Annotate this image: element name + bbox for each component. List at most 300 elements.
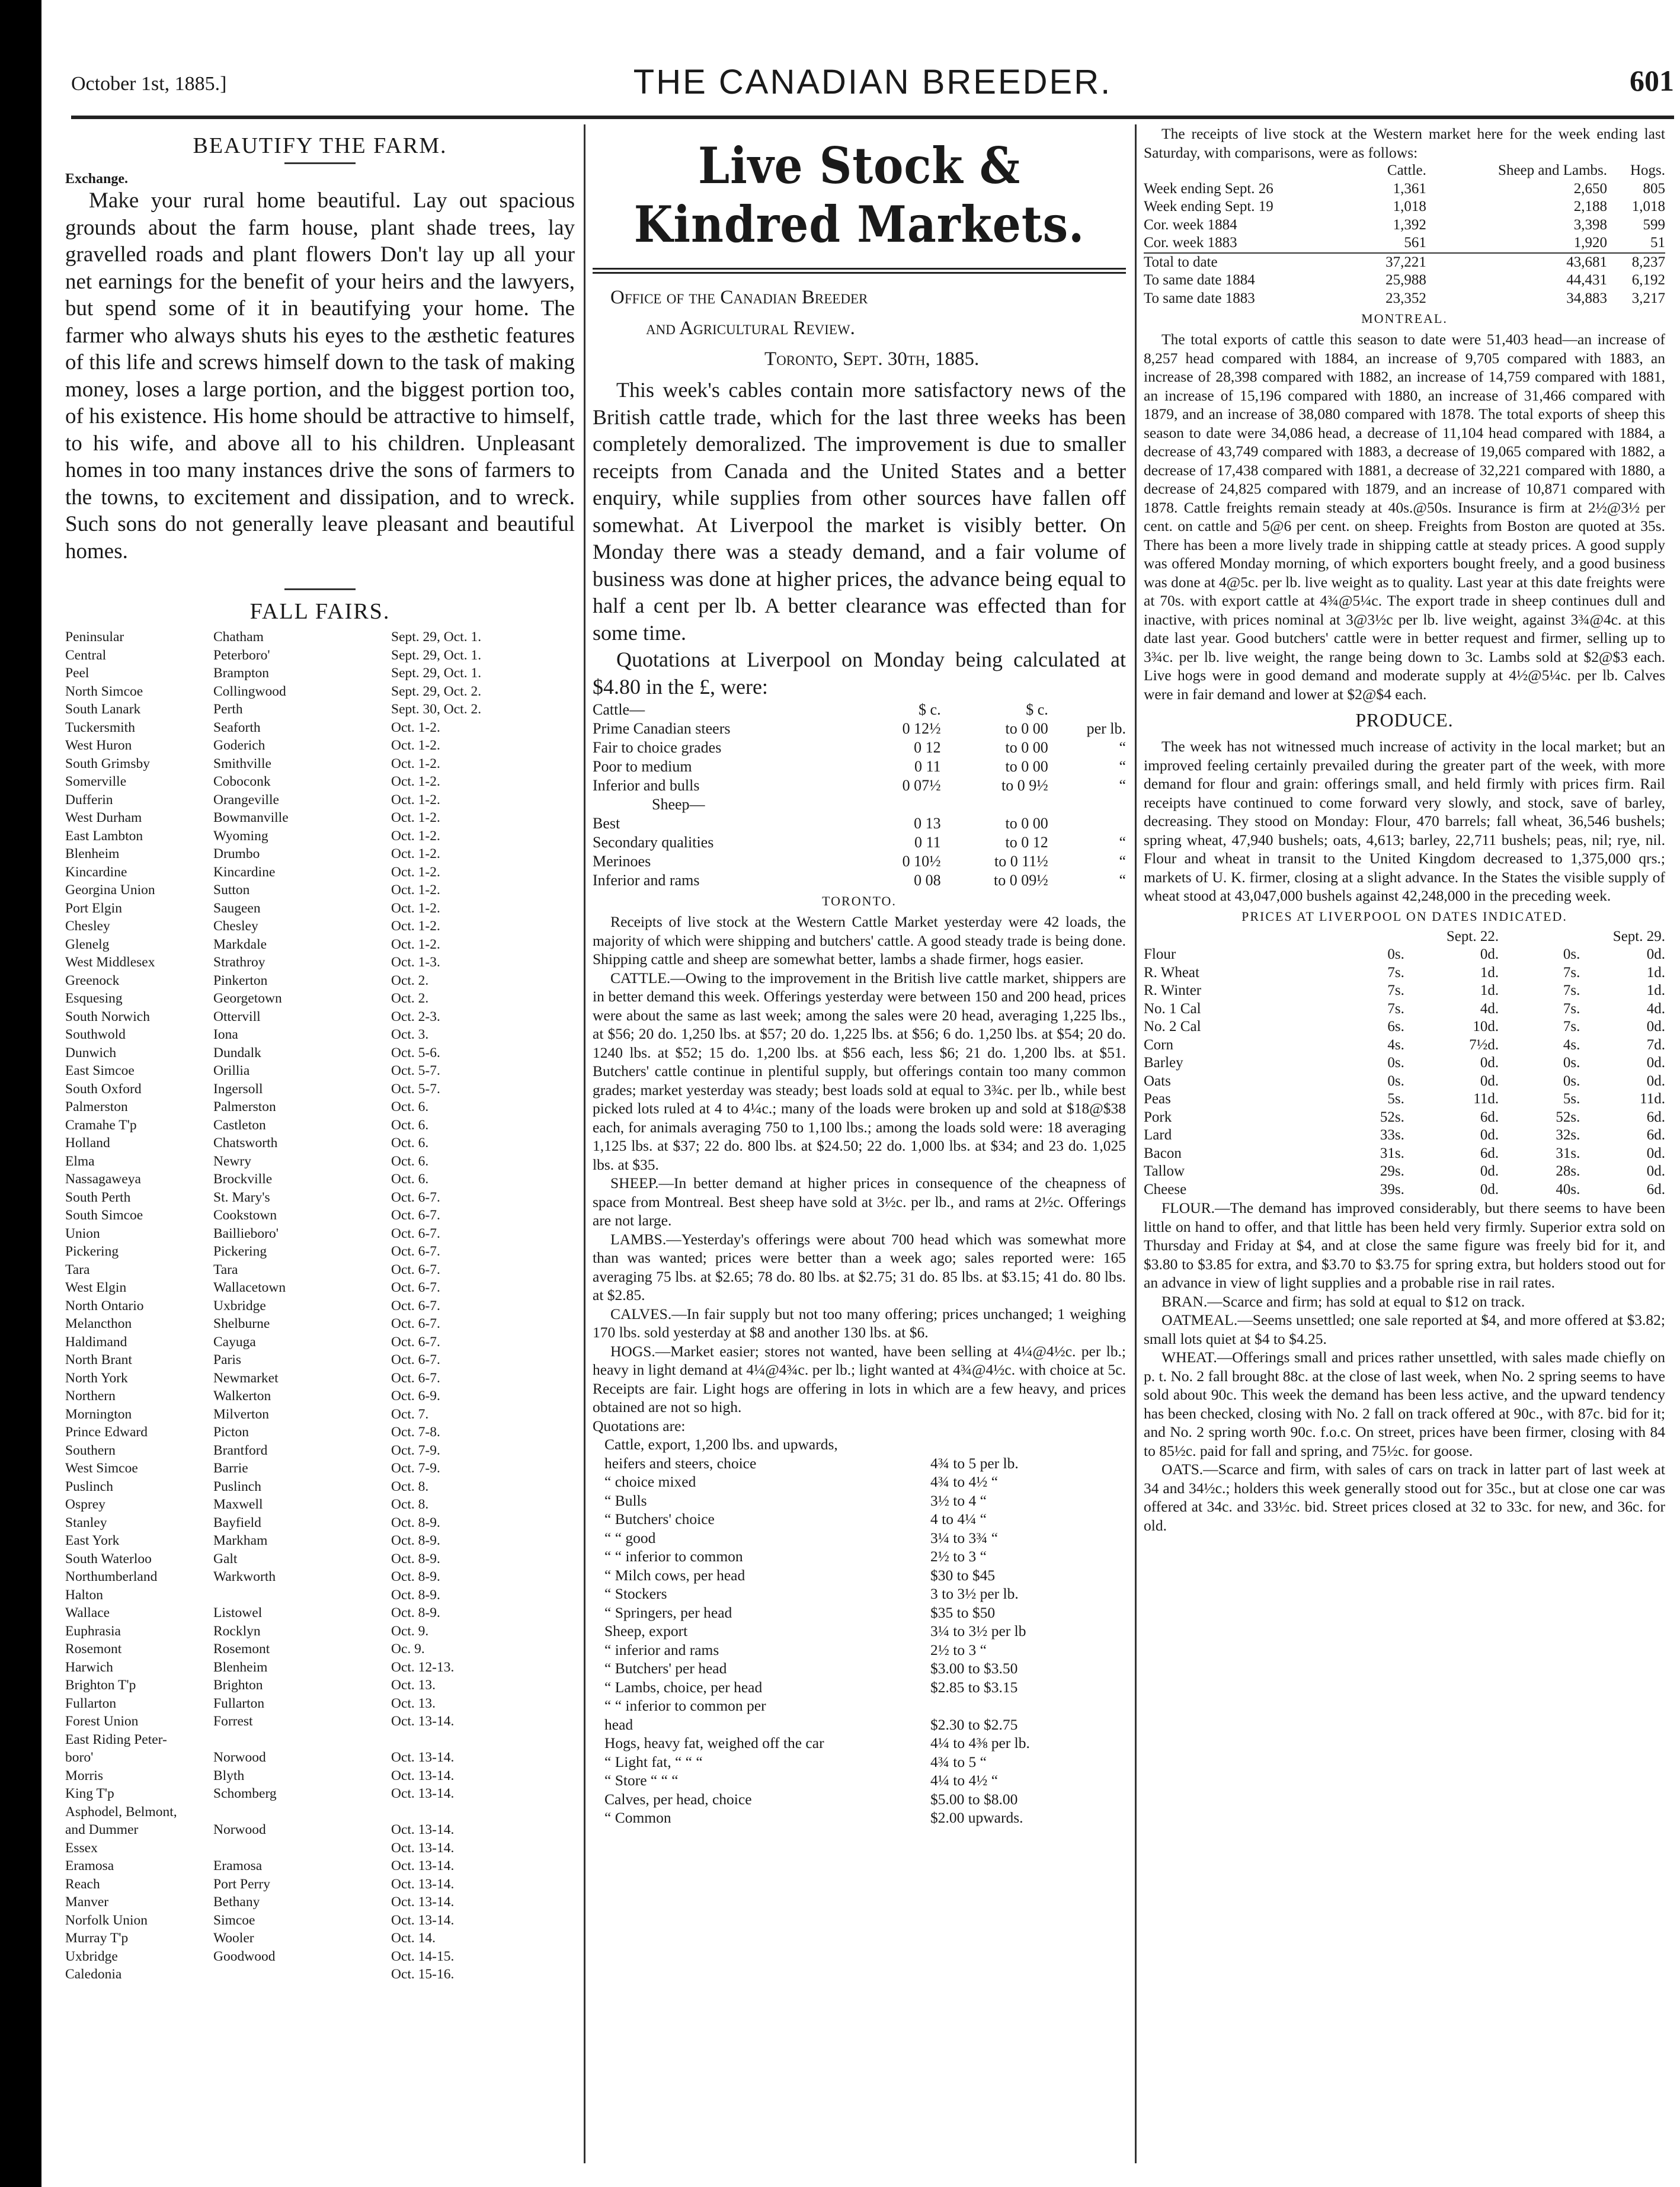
column-right [1144, 124, 1665, 2169]
quotation-price: 4¼ to 4⅜ per lb. [930, 1734, 1030, 1751]
fair-place: Walkerton [213, 1388, 271, 1404]
fair-row [65, 1189, 575, 1207]
fair-place: Smithville [213, 755, 271, 771]
toronto-report [593, 912, 1126, 1417]
fair-row [65, 1152, 575, 1171]
fair-society: Osprey [65, 1497, 105, 1512]
receipt-total-cell: 6,192 [1631, 272, 1665, 288]
fair-dates: Oct. 1-2. [391, 936, 440, 952]
quotation-item: Cattle, export, 1,200 lbs. and upwards, [604, 1436, 838, 1453]
fair-row [65, 1749, 575, 1767]
quote-head-blank [1048, 700, 1126, 719]
fair-row [65, 1405, 575, 1424]
fair-row [65, 1459, 575, 1478]
fair-row [65, 1243, 575, 1261]
fair-dates: Oct. 1-3. [391, 955, 440, 970]
fair-dates: Oct. 1-2. [391, 900, 440, 916]
fair-society: Dunwich [65, 1045, 117, 1061]
fair-place: Goodwood [213, 1948, 276, 1964]
fair-row [65, 1134, 575, 1152]
price-cell: 4s. [1563, 1036, 1580, 1053]
price-cell: Tallow [1144, 1163, 1185, 1179]
price-cell: 52s. [1380, 1109, 1404, 1125]
quotation-item: “ “ inferior to common [604, 1548, 743, 1565]
fair-dates: Oct. 13-14. [391, 1840, 455, 1856]
quotation-row [593, 1472, 1126, 1491]
date-col-1: Sept. 22. [1446, 928, 1499, 944]
price-cell: 39s. [1380, 1181, 1404, 1197]
receipt-cell: Cor. week 1884 [1144, 216, 1237, 233]
col-hogs: Hogs. [1630, 162, 1665, 178]
price-cell: 29s. [1380, 1163, 1404, 1179]
quotation-item: “ Bulls [604, 1491, 647, 1509]
fair-row [65, 1911, 575, 1930]
fair-row [65, 1170, 575, 1189]
price-cell: 0s. [1563, 1072, 1580, 1089]
quote-row [593, 833, 1126, 852]
price-cell: 0d. [1646, 1019, 1665, 1035]
quotation-row [593, 1547, 1126, 1566]
receipt-cell: 3,398 [1573, 216, 1608, 233]
fair-dates: Oct. 6-7. [391, 1189, 440, 1205]
fair-dates: Oct. 13. [391, 1695, 436, 1711]
fair-row [65, 990, 575, 1008]
column-rule [584, 124, 585, 2163]
fair-society: South Waterloo [65, 1551, 152, 1567]
price-cell: 6s. [1387, 1019, 1404, 1035]
fair-row [65, 1785, 575, 1803]
receipt-cell: 2,650 [1573, 180, 1608, 197]
receipt-row [1144, 216, 1665, 235]
fair-society: Fullarton [65, 1695, 117, 1711]
quote-cell: “ [1119, 739, 1126, 756]
fair-dates: Oct. 8-9. [391, 1533, 440, 1548]
fair-row [65, 1008, 575, 1026]
fair-dates: Oct. 6-7. [391, 1208, 440, 1223]
receipt-total-row [1144, 253, 1665, 272]
fair-place: Fullarton [213, 1695, 265, 1711]
price-row [1144, 1072, 1665, 1091]
quotation-price: $3.00 to $3.50 [930, 1660, 1018, 1677]
price-cell: 6d. [1646, 1109, 1665, 1125]
quotation-price: $2.30 to $2.75 [930, 1715, 1018, 1733]
price-row [1144, 1126, 1665, 1145]
col-cattle: Cattle. [1387, 162, 1426, 178]
quote-row [593, 719, 1126, 738]
fair-place: Barrie [213, 1461, 248, 1476]
receipt-cell: Week ending Sept. 26 [1144, 180, 1273, 197]
quote-cell: “ [1119, 758, 1126, 775]
fair-row [65, 1821, 575, 1839]
fair-dates: Oct. 1-2. [391, 719, 440, 735]
fair-row [65, 1261, 575, 1279]
fall-fairs-list [65, 628, 575, 1984]
quotation-price: 3 to 3½ per lb. [930, 1585, 1019, 1602]
quotation-row [593, 1454, 1126, 1473]
fair-dates: Oct. 8. [391, 1497, 429, 1512]
price-cell: 11d. [1640, 1091, 1665, 1107]
quote-cell: 0 12½ [902, 720, 941, 737]
fair-row [65, 1098, 575, 1116]
price-cell: Cheese [1144, 1181, 1187, 1197]
fair-row [65, 1586, 575, 1605]
fair-place: Strathroy [213, 955, 265, 970]
fair-place: Pickering [213, 1244, 267, 1259]
fair-dates: Oct. 1-2. [391, 755, 440, 771]
fair-dates: Oct. 13-14. [391, 1858, 455, 1874]
fair-row [65, 683, 575, 701]
quote-head: $ c. [919, 701, 941, 718]
fair-row [65, 1369, 575, 1388]
fair-society: Essex [65, 1840, 98, 1856]
fair-place: Chesley [213, 918, 258, 934]
fair-dates: Oct. 2. [391, 972, 429, 988]
fair-row [65, 646, 575, 665]
fair-row [65, 972, 575, 990]
fair-row [65, 899, 575, 918]
fair-society: Union [65, 1225, 100, 1241]
fair-society: East Riding Peter- [65, 1731, 167, 1747]
price-row [1144, 1163, 1665, 1181]
fair-dates: Oct. 15-16. [391, 1967, 455, 1982]
fair-row [65, 863, 575, 882]
fair-place: Ottervill [213, 1008, 261, 1024]
price-cell: 0s. [1387, 1072, 1404, 1089]
price-cell: 7s. [1563, 1000, 1580, 1017]
fair-place: Collingwood [213, 683, 286, 699]
fair-place: Rocklyn [213, 1623, 261, 1639]
receipt-cell: 599 [1643, 216, 1665, 233]
fair-society: South Grimsby [65, 755, 150, 771]
toronto-paragraph: LAMBS.—Yesterday's offerings were about 700 head which was somewhat more than was wanted; prices were better than a week ago; sales reported were: 165 averaging 75 lbs. at $2.65; 78 do. 80 lbs. at $2.75; 31 do. 85 lbs. at $3.15; 41 do. 80 lbs. at $2.85. [593, 1230, 1126, 1304]
fair-society: West Elgin [65, 1280, 127, 1295]
produce-paragraph: WHEAT.—Offerings small and prices rather unsettled, with sales made chiefly on p. t. No. 2 fall brought 88c. at the close of last week, when No. 2 spring seems to have sold about 90c. This week the demand has been less active, and the upward tendency has been checked, closing with No. 2 fall on track offered at 90c., with 87c. bid for it; and No. 2 spring worth 90c. f.o.c. On street, prices have been firmer, closing with 84 to 85½c. paid for fall and spring, and 75½c. for goose. [1144, 1349, 1665, 1459]
markets-title: Live Stock & Kindred Markets. [633, 136, 1085, 254]
fair-place: Coboconk [213, 774, 271, 789]
receipt-total-cell: 25,988 [1385, 272, 1426, 288]
fair-dates: Oct. 14. [391, 1930, 436, 1946]
fair-row [65, 1803, 575, 1821]
fair-society: Melancthon [65, 1316, 132, 1331]
fair-place: Brighton [213, 1677, 263, 1693]
quotation-price: $2.85 to $3.15 [930, 1678, 1018, 1696]
fair-place: Wooler [213, 1930, 254, 1946]
fair-society: Reach [65, 1876, 100, 1892]
fair-row [65, 664, 575, 683]
receipt-cell: 1,018 [1631, 198, 1665, 214]
fair-dates: Oct. 1-2. [391, 882, 440, 898]
fair-dates: Oct. 13-14. [391, 1750, 455, 1765]
receipt-cell: Week ending Sept. 19 [1144, 198, 1273, 214]
receipt-total-cell: 23,352 [1385, 290, 1426, 306]
fair-society: South Oxford [65, 1081, 142, 1097]
fair-place: Rosemont [213, 1641, 270, 1657]
quotation-price: 3¼ to 3¾ “ [930, 1529, 999, 1546]
fair-dates: Oct. 1-2. [391, 810, 440, 825]
quotation-row [593, 1491, 1126, 1510]
price-cell: 6d. [1480, 1109, 1499, 1125]
receipt-cell: 1,392 [1393, 216, 1426, 233]
header-rule [71, 116, 1674, 119]
fair-row [65, 1839, 575, 1858]
toronto-paragraph: CALVES.—In fair supply but not too many offering; prices unchanged; 1 weighing 170 lbs. sold yesterday at $8 and another 130 lbs. at $6. [593, 1305, 1126, 1341]
fair-society: West Simcoe [65, 1461, 138, 1476]
fall-fairs-title: FALL FAIRS. [249, 599, 391, 624]
fair-society: West Middlesex [65, 955, 155, 970]
fair-row [65, 1333, 575, 1352]
receipt-cell: 1,018 [1393, 198, 1426, 214]
quotation-price: 3½ to 4 “ [930, 1491, 987, 1509]
quote-cell: “ [1119, 872, 1126, 889]
fair-dates: Oct. 6. [391, 1153, 429, 1169]
fair-row [65, 1568, 575, 1586]
fair-dates: Oct. 7-9. [391, 1442, 440, 1458]
quotation-row [593, 1641, 1126, 1660]
fair-society: Tuckersmith [65, 719, 135, 735]
quotation-price: 4¾ to 4½ “ [930, 1473, 999, 1490]
page-header [71, 56, 1674, 110]
fair-society: South Norwich [65, 1008, 150, 1024]
fair-dates: Oct. 13-14. [391, 1912, 455, 1928]
quotation-row [593, 1790, 1126, 1809]
quotation-price: 3¼ to 3½ per lb [930, 1622, 1026, 1640]
fair-dates: Oct. 8-9. [391, 1605, 440, 1621]
receipt-total-row [1144, 271, 1665, 290]
fair-dates: Oct. 6-7. [391, 1316, 440, 1331]
quote-row [593, 738, 1126, 757]
price-cell: 7s. [1387, 982, 1404, 998]
fair-row [65, 1026, 575, 1044]
quotation-row [593, 1566, 1126, 1585]
quotation-price: $5.00 to $8.00 [930, 1790, 1018, 1808]
fair-place: Ingersoll [213, 1081, 263, 1097]
fair-row [65, 1206, 575, 1225]
fair-society: Uxbridge [65, 1948, 118, 1964]
receipts-intro: The receipts of live stock at the Western market here for the week ending last Saturday, with comparisons, were as follows: [1144, 125, 1665, 161]
fair-society: Southern [65, 1442, 116, 1458]
price-cell: 7s. [1387, 1000, 1404, 1017]
fair-dates: Oct. 6. [391, 1099, 429, 1115]
fair-dates: Oct. 6. [391, 1171, 429, 1187]
fair-place: Brockville [213, 1171, 273, 1187]
price-cell: 7s. [1563, 982, 1580, 998]
price-cell: 31s. [1556, 1145, 1580, 1161]
liverpool-prices-table [1144, 928, 1665, 1199]
price-cell: 0d. [1480, 1181, 1499, 1197]
price-row [1144, 1181, 1665, 1199]
fair-society: Tara [65, 1261, 90, 1277]
fair-place: Orangeville [213, 792, 279, 808]
quotation-row [593, 1808, 1126, 1827]
quote-cell: 0 13 [914, 815, 941, 832]
quotation-row [593, 1696, 1126, 1715]
fair-row [65, 1875, 575, 1894]
produce-paragraph: OATMEAL.—Seems unsettled; one sale reported at $4, and more offered at $3.82; small lots quiet at $4 to $4.25. [1144, 1311, 1665, 1347]
liverpool-quotes-table [593, 700, 1126, 890]
fair-place: Markdale [213, 936, 267, 952]
quote-cell: Secondary qualities [593, 834, 714, 851]
fair-dates: Oct. 1-2. [391, 738, 440, 753]
quote-head: Cattle— [593, 701, 645, 718]
fair-row [65, 1676, 575, 1695]
quotation-item: “ choice mixed [604, 1473, 696, 1490]
fair-place: Perth [213, 702, 243, 717]
fair-row [65, 1622, 575, 1641]
fair-row [65, 773, 575, 791]
quote-cell: Inferior and rams [593, 872, 700, 889]
fair-dates: Sept. 29, Oct. 1. [391, 647, 482, 663]
fair-dates: Oct. 5-7. [391, 1081, 440, 1097]
fair-society: boro' [65, 1750, 94, 1765]
fair-society: Prince Edward [65, 1424, 148, 1440]
produce-heading: PRODUCE. [1355, 709, 1454, 731]
price-row [1144, 964, 1665, 982]
price-row [1144, 1109, 1665, 1127]
fair-place: Georgetown [213, 991, 282, 1006]
price-cell: 0d. [1480, 1127, 1499, 1143]
toronto-paragraph: CATTLE.—Owing to the improvement in the British live cattle market, shippers are in better demand this week. Offerings yesterday were between 150 and 200 head, prices were about the same as last week; among the sales were 20 head, averaging 1,225 lbs., at $56; 20 do. 1,250 lbs. at $57; 20 do. 1,225 lbs. at $56; 6 do. 1,250 lbs. at $54; 20 do. 1240 lbs. at $52; 15 do. 1,200 lbs. at $56 each, less $6; 21 do. 1,200 lbs. at $51. Butchers' cattle continue in plentiful supply, but offerings contain too many common grades; market yesterday was steady; best loads sold at equal to 3¾c. per lb., while best picked lots ruled at 4 to 4¼c.; many of the loads were broken up and sold at $18@$38 each, for animals averaging 750 to 1,100 lbs.; among the loads sold were: 18 averaging 1,125 lbs. at $37; 22 do. 800 lbs. at $24.50; 22 do. 1,000 lbs. at $34; and 23 do. 1,025 lbs. at $35. [593, 969, 1126, 1173]
quotation-price [930, 1435, 1126, 1454]
quote-cell: to 0 09½ [994, 872, 1048, 889]
toronto-paragraph: SHEEP.—In better demand at higher prices in consequence of the cheapness of space from Montreal. Best sheep have sold at 3½c. per lb., and rams at 2½c. Offerings are not large. [593, 1174, 1126, 1229]
fair-row [65, 719, 575, 737]
fair-row [65, 1351, 575, 1369]
fair-place: Uxbridge [213, 1298, 266, 1314]
fair-dates: Oct. 6-7. [391, 1334, 440, 1350]
quote-cell: “ [1119, 853, 1126, 870]
price-cell: Flour [1144, 946, 1176, 962]
double-rule [593, 268, 1126, 274]
price-row [1144, 946, 1665, 964]
fair-dates: Oct. 14-15. [391, 1948, 455, 1964]
quote-cell: Fair to choice grades [593, 739, 722, 756]
quotation-price [930, 1696, 1126, 1715]
quote-cell: to 0 00 [1005, 739, 1048, 756]
quotation-row [593, 1603, 1126, 1622]
fair-place: Port Perry [213, 1876, 270, 1892]
fair-society: North York [65, 1370, 128, 1386]
fair-society: South Lanark [65, 702, 141, 717]
price-row [1144, 1036, 1665, 1055]
fair-society: Glenelg [65, 936, 110, 952]
fair-society: East Lambton [65, 828, 143, 844]
fair-row [65, 1550, 575, 1568]
receipt-total-cell: 43,681 [1426, 253, 1607, 272]
price-cell: 0d. [1480, 946, 1499, 962]
fair-row [65, 881, 575, 899]
fair-dates: Oct. 13-14. [391, 1714, 455, 1729]
quote-cell: 0 10½ [902, 853, 941, 870]
fair-place: Orillia [213, 1063, 250, 1078]
fair-society: Esquesing [65, 991, 123, 1006]
receipt-cell: 805 [1643, 180, 1665, 197]
price-cell: 1d. [1480, 982, 1499, 998]
price-cell: 7d. [1646, 1036, 1665, 1053]
fair-society: South Simcoe [65, 1208, 143, 1223]
fair-society: Port Elgin [65, 900, 122, 916]
quote-row [593, 776, 1126, 795]
price-cell: 6d. [1646, 1127, 1665, 1143]
fair-society: Georgina Union [65, 882, 155, 898]
quotation-price: 4 to 4¼ “ [930, 1510, 987, 1528]
price-cell: 0d. [1646, 946, 1665, 962]
quote-cell: 0 08 [914, 872, 941, 889]
price-cell: 11d. [1473, 1091, 1499, 1107]
fair-place: Tara [213, 1261, 238, 1277]
quotation-item: heifers and steers, choice [604, 1454, 757, 1472]
fair-row [65, 791, 575, 809]
fair-row [65, 1767, 575, 1785]
fair-place: Saugeen [213, 900, 261, 916]
quotation-row [593, 1529, 1126, 1548]
fair-row [65, 845, 575, 863]
fair-place: Chatham [213, 629, 264, 645]
quotation-price: $2.00 upwards. [930, 1809, 1023, 1826]
sheep-head: Sheep— [652, 796, 705, 813]
fair-row [65, 1948, 575, 1966]
quote-cell: 0 07½ [902, 777, 941, 794]
page-number: 601 [1630, 64, 1674, 97]
quotation-item: “ Butchers' per head [604, 1660, 727, 1677]
fair-dates: Sept. 29, Oct. 2. [391, 683, 482, 699]
quote-cell: to 0 00 [1005, 720, 1048, 737]
price-cell: 0s. [1387, 946, 1404, 962]
fair-society: Puslinch [65, 1478, 113, 1494]
fair-dates: Oct. 7. [391, 1406, 429, 1422]
fair-dates: Oct. 13-14. [391, 1876, 455, 1892]
fair-dates: Oct. 3. [391, 1027, 429, 1042]
fair-society: West Durham [65, 810, 142, 825]
fair-place: Simcoe [213, 1912, 255, 1928]
fair-dates: Oct. 1-2. [391, 864, 440, 880]
fair-place: St. Mary's [213, 1189, 270, 1205]
receipt-cell: 51 [1650, 235, 1665, 251]
quote-row [593, 852, 1126, 871]
quote-cell: 0 11 [914, 758, 941, 775]
prices-heading: PRICES AT LIVERPOOL ON DATES INDICATED. [1241, 908, 1567, 924]
price-cell: 4d. [1646, 1000, 1665, 1017]
quote-row [593, 757, 1126, 776]
fair-dates: Oct. 1-2. [391, 792, 440, 808]
fair-place: Newmarket [213, 1370, 279, 1386]
fair-society: Kincardine [65, 864, 127, 880]
quotation-price: $30 to $45 [930, 1566, 996, 1584]
fair-society: Holland [65, 1135, 110, 1151]
quote-cell: 0 12 [914, 739, 941, 756]
fair-society: Southwold [65, 1027, 126, 1042]
fair-place: Pinkerton [213, 972, 268, 988]
fair-dates: Oct. 1-2. [391, 918, 440, 934]
quotation-row [593, 1753, 1126, 1772]
receipt-total-cell: 8,237 [1607, 253, 1665, 272]
fair-row [65, 1496, 575, 1514]
receipt-row [1144, 234, 1665, 253]
price-cell: 32s. [1556, 1127, 1580, 1143]
produce-text: The week has not witnessed much increase of activity in the local market; but an improved feeling certainly prevailed during the greater part of the week, with more demand for flour and grain: offerings small, and held firmly with prices firm. Rail receipts have continued to come forward very slowly, and stock, save of barley, decreasing. They stood on Monday: Flour, 470 barrels; fall wheat, 36,546 bushels; spring wheat, 47,940 bushels; oats, 4,613; barley, 22,711 bushels; peas, nil; rye, nil. Flour and wheat in transit to the United Kingdom decreased to 1,375,000 qrs.; markets of U. K. firmer, closing at a slight advance. In the States the visible supply of wheat stood at 43,047,000 bushels against 42,248,000 in the preceding week. [1144, 738, 1665, 904]
fair-society: Brighton T'p [65, 1677, 136, 1693]
fair-society: North Simcoe [65, 683, 143, 699]
quote-cell: to 0 11½ [994, 853, 1048, 870]
fair-dates: Oct. 1-2. [391, 846, 440, 862]
price-cell: 5s. [1563, 1091, 1580, 1107]
quotes-label: Quotations are: [593, 1417, 686, 1434]
fair-row [65, 936, 575, 954]
fair-row [65, 737, 575, 755]
price-cell: 52s. [1556, 1109, 1580, 1125]
fair-place: Forrest [213, 1714, 253, 1729]
fair-row [65, 1442, 575, 1460]
column-rule [1135, 124, 1137, 2163]
